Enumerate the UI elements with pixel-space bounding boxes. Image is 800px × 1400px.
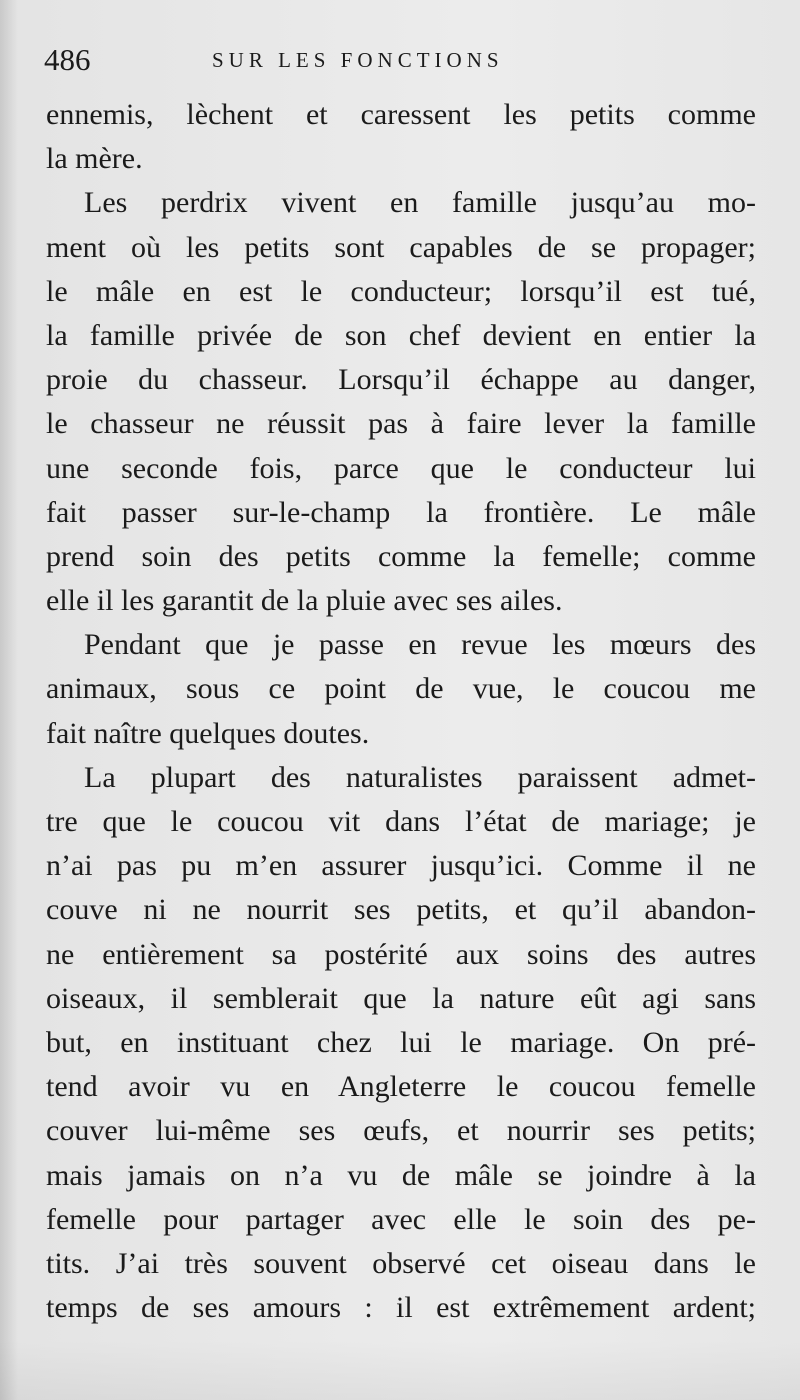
text-line: n’ai pas pu m’en assurer jusqu’ici. Comme il ne	[46, 849, 756, 883]
text-line: ennemis, lèchent et caressent les petits comme	[46, 98, 756, 131]
text-line: une seconde fois, parce que le conducteur lui	[46, 451, 756, 485]
text-line: animaux, sous ce point de vue, le coucou me	[46, 672, 756, 706]
text-line: tend avoir vu en Angleterre le coucou femelle	[46, 1070, 756, 1104]
text-line: La plupart des naturalistes paraissent admet-	[84, 760, 756, 794]
text-line: elle il les garantit de la pluie avec ses ailes.	[46, 584, 563, 618]
text-line: oiseaux, il semblerait que la nature eût agi sans	[46, 981, 756, 1015]
page-number: 486	[44, 42, 91, 77]
text-line: le chasseur ne réussit pas à faire lever la famille	[46, 407, 756, 441]
text-line: tits. J’ai très souvent observé cet oiseau dans le	[46, 1246, 756, 1280]
text-line: temps de ses amours : il est extrêmement ardent;	[46, 1291, 756, 1325]
text-line: but, en instituant chez lui le mariage. On pré-	[46, 1025, 756, 1059]
body-text	[46, 93, 756, 1330]
text-line: tre que le coucou vit dans l’état de mariage; je	[46, 805, 756, 838]
text-line: fait naître quelques doutes.	[46, 716, 370, 750]
running-head	[44, 40, 764, 80]
running-title: SUR LES FONCTIONS	[212, 48, 504, 72]
text-line: femelle pour partager avec elle le soin des pe-	[46, 1202, 756, 1236]
text-line: proie du chasseur. Lorsqu’il échappe au danger,	[46, 363, 756, 397]
text-line: prend soin des petits comme la femelle; comme	[46, 539, 756, 573]
text-line: fait passer sur-le-champ la frontière. Le mâle	[46, 495, 756, 529]
text-line: Les perdrix vivent en famille jusqu’au mo-	[84, 186, 756, 220]
text-line: mais jamais on n’a vu de mâle se joindre à la	[46, 1158, 756, 1192]
text-line: la mère.	[46, 142, 143, 176]
text-line: Pendant que je passe en revue les mœurs des	[84, 628, 756, 662]
text-line: couver lui-même ses œufs, et nourrir ses petits;	[46, 1114, 756, 1148]
text-line: couve ni ne nourrit ses petits, et qu’il abandon-	[46, 893, 756, 927]
text-line: ne entièrement sa postérité aux soins des autres	[46, 937, 756, 971]
text-line: le mâle en est le conducteur; lorsqu’il est tué,	[46, 274, 756, 308]
text-line: ment où les petits sont capables de se propager;	[46, 230, 756, 264]
text-line: la famille privée de son chef devient en entier la	[46, 318, 756, 352]
